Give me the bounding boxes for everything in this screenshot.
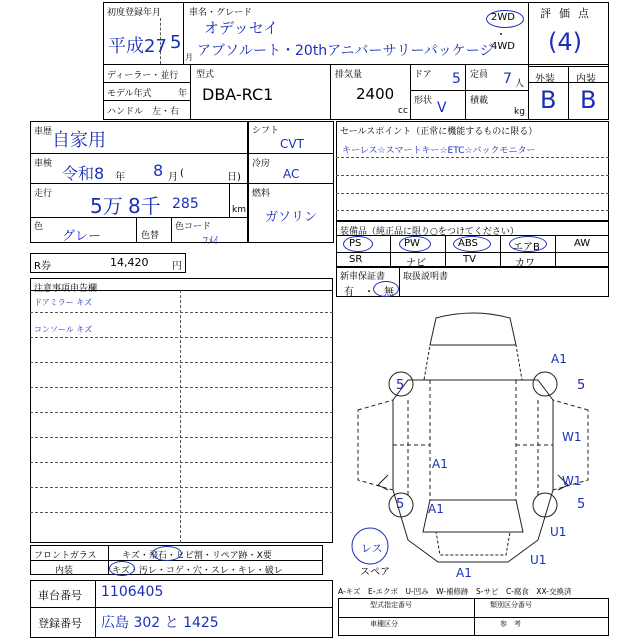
ac-label: 冷房 xyxy=(252,159,271,169)
manual-label: 取扱説明書 xyxy=(403,272,449,282)
inspection-month-unit: 月 xyxy=(168,172,178,183)
km-unit: km xyxy=(232,205,246,215)
recycle-label: R券 xyxy=(34,261,51,272)
first-reg-era: 平成27 xyxy=(108,36,167,57)
plate-label: 登録番号 xyxy=(38,617,82,630)
mark-u1-right: U1 xyxy=(550,525,567,539)
mileage-man: 5万 xyxy=(90,194,123,218)
recycle-unit: 円 xyxy=(172,261,182,272)
mark-a1-left: A1 xyxy=(432,457,448,471)
load-label: 積載 xyxy=(470,96,489,106)
car-name: オデッセイ xyxy=(204,19,279,37)
rating-label: 評価点 xyxy=(540,7,597,20)
capacity-value: 7 xyxy=(503,71,512,87)
equip-sr: SR xyxy=(349,254,363,265)
capacity-unit: 人 xyxy=(515,79,525,89)
interior-condition-label: 内装 xyxy=(55,566,74,576)
legend-type-spec: 型式指定番号 xyxy=(370,601,412,609)
usage-value: 自家用 xyxy=(52,130,106,151)
mark-5-fr: 5 xyxy=(577,497,586,512)
interior-scratch-circle xyxy=(109,561,135,576)
note-line-2: コンソール キズ xyxy=(34,325,93,334)
fuel-label: 燃料 xyxy=(252,189,271,199)
inspection-day-unit: 日) xyxy=(227,172,241,183)
mark-w1-right2: W1 xyxy=(562,474,582,488)
equip-pw: PW xyxy=(404,238,420,249)
equip-tv: TV xyxy=(463,254,476,265)
car-grade: アブソルート・20thアニバーサリーパッケージ xyxy=(197,43,494,59)
dealer-label: ディーラー・並行 xyxy=(107,71,179,81)
equip-ps: PS xyxy=(349,238,362,249)
notes-label: 注意事項申告欄 xyxy=(34,284,98,294)
interior-grade: B xyxy=(580,86,597,114)
color-code-label: 色コード xyxy=(175,222,212,232)
color-code-value: ﾌﾒｲ xyxy=(203,236,218,247)
mileage-rest: 285 xyxy=(172,196,199,212)
legend-class-num: 類別区分番号 xyxy=(490,601,532,609)
spare-text: スペア xyxy=(360,567,390,578)
front-glass-value: キズ・飛石・ヒビ割・リペア跡・X要 xyxy=(122,551,272,561)
color-label: 色 xyxy=(34,222,44,232)
equipment-label: 装備品（純正品に限り○をつけてください） xyxy=(340,227,519,237)
inspection-label: 車検 xyxy=(34,159,53,169)
notes-section xyxy=(30,278,333,543)
rating-value: (4) xyxy=(548,28,582,56)
exterior-label: 外装 xyxy=(535,74,555,85)
color-change-label: 色替 xyxy=(141,231,160,241)
cc-unit: cc xyxy=(398,106,408,116)
color-value: グレー xyxy=(62,229,102,244)
recycle-section xyxy=(30,253,186,273)
model-year-unit: 年 xyxy=(178,89,188,99)
handle-label: ハンドル 左・右 xyxy=(107,107,180,117)
glass-chip-circle xyxy=(152,546,182,561)
damage-legend: A-キズ E-エクボ U-凹み W-補修跡 S-サビ C-腐食 XX-交換済 xyxy=(338,587,572,596)
displacement-value: 2400 xyxy=(356,85,395,103)
inspection-era: 令和8 xyxy=(62,164,105,183)
spare-label: レス xyxy=(361,542,383,555)
shape-label: 形状 xyxy=(414,96,433,106)
warranty-value: 有 ・ 無 xyxy=(344,287,394,298)
mileage-label: 走行 xyxy=(34,189,53,199)
mark-a1-front: A1 xyxy=(456,566,472,580)
warranty-none-circle xyxy=(373,281,399,297)
usage-label: 車歴 xyxy=(34,127,53,137)
chassis-label: 車台番号 xyxy=(38,589,82,602)
inspection-day-open: ( xyxy=(180,168,184,179)
note-line-1: ドアミラー キズ xyxy=(34,298,93,307)
front-glass-label: フロントガラス xyxy=(34,551,97,561)
sales-points-value: キーレス☆スマートキー☆ETC☆バックモニター xyxy=(342,146,536,156)
legend-reference: 参 考 xyxy=(500,620,521,628)
mark-5-rl: 5 xyxy=(396,378,405,393)
type-value: DBA-RC1 xyxy=(202,85,274,104)
shift-label: シフト xyxy=(252,126,280,136)
legend-vehicle-cat: 車種区分 xyxy=(370,620,398,628)
month-unit: 月 xyxy=(185,53,193,62)
exterior-grade: B xyxy=(540,86,557,114)
equip-abs: ABS xyxy=(458,238,478,249)
door-label: ドア xyxy=(414,70,432,80)
mark-5-rr: 5 xyxy=(577,378,586,393)
first-reg-label: 初度登録年月 xyxy=(107,8,162,18)
equip-navi: ナビ xyxy=(406,258,426,269)
mark-a1-rear: A1 xyxy=(551,352,567,366)
kg-unit: kg xyxy=(514,107,525,117)
mark-u1-front: U1 xyxy=(530,553,547,567)
drive-2wd: 2WD xyxy=(491,12,515,23)
mileage-sen: 8千 xyxy=(128,194,161,218)
shape-value: V xyxy=(437,100,447,116)
car-name-label: 車名・グレード xyxy=(189,8,253,18)
model-year-label: モデル年式 xyxy=(107,89,152,99)
drive-4wd: 4WD xyxy=(491,41,515,52)
first-reg-month: 5 xyxy=(170,32,182,53)
shift-value: CVT xyxy=(280,137,304,151)
sales-points-label: セールスポイント（正常に機能するものに限る） xyxy=(340,127,538,137)
equip-leather: カワ xyxy=(515,258,535,269)
fuel-value: ガソリン xyxy=(265,210,318,225)
plate-value: 広島 302 と 1425 xyxy=(101,615,219,631)
warranty-label: 新車保証書 xyxy=(340,272,386,282)
equip-aw: AW xyxy=(574,238,591,249)
capacity-label: 定員 xyxy=(470,70,489,80)
drive-dot: ・ xyxy=(496,30,506,41)
door-value: 5 xyxy=(452,71,461,87)
chassis-value: 1106405 xyxy=(101,584,164,600)
mark-5-fl: 5 xyxy=(396,497,405,512)
ac-value: AC xyxy=(283,167,300,181)
inspection-year-unit: 年 xyxy=(115,172,125,183)
mark-w1-right1: W1 xyxy=(562,430,582,444)
interior-condition-value: キズ・汚レ・コゲ・穴・スレ・キレ・破レ xyxy=(112,566,283,576)
inspection-month: 8 xyxy=(153,161,164,180)
type-label: 型式 xyxy=(196,70,215,80)
mark-a1-fl: A1 xyxy=(428,502,444,516)
displacement-label: 排気量 xyxy=(335,70,363,80)
interior-label: 内装 xyxy=(576,74,596,85)
equip-airbag: エアB xyxy=(513,242,540,253)
recycle-value: 14,420 xyxy=(110,256,149,269)
